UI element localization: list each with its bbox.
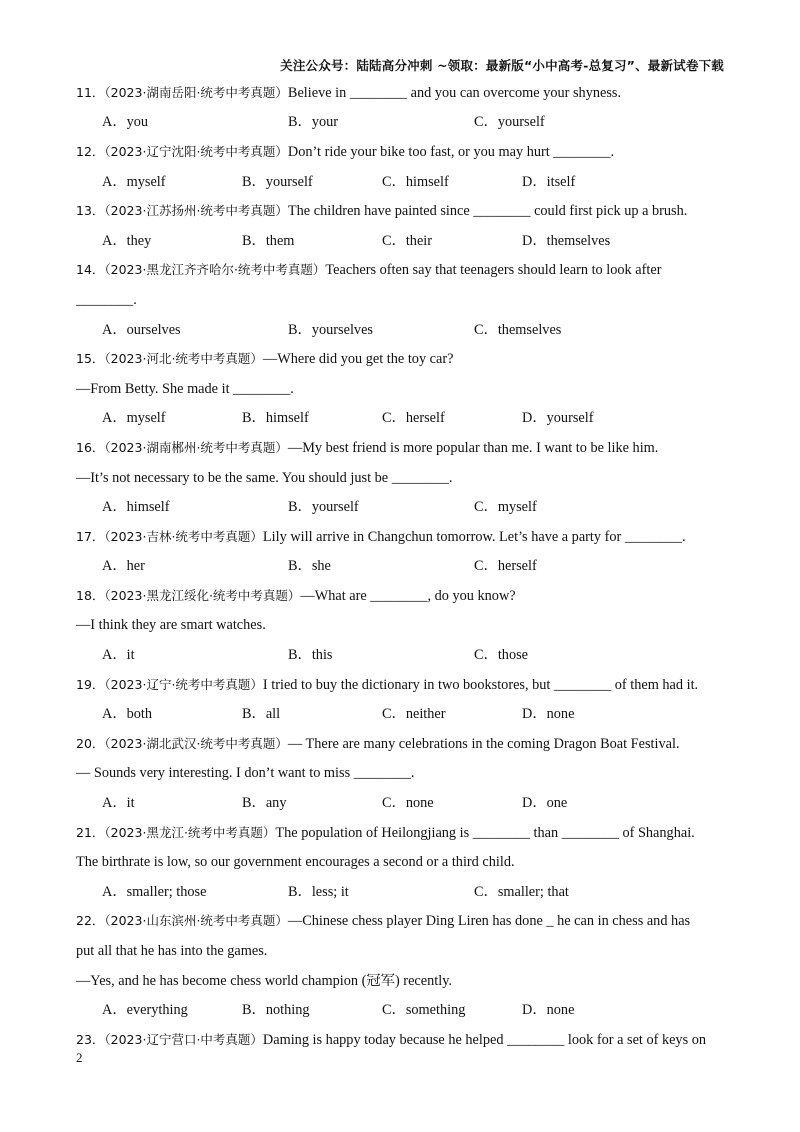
answer-options bbox=[76, 315, 726, 345]
question-source: 23．（2023·辽宁营口·中考真题） bbox=[76, 1031, 263, 1047]
answer-option[interactable]: B．nothing bbox=[242, 1002, 310, 1019]
question-source: 22．（2023·山东滨州·统考中考真题） bbox=[76, 913, 288, 929]
question-text: —Where did you get the toy car? bbox=[262, 351, 454, 368]
question-source: 15．（2023·河北·统考中考真题） bbox=[76, 351, 263, 367]
answer-option[interactable]: B．yourself bbox=[288, 499, 359, 516]
page-header: 关注公众号：陆陆高分冲刺 ~领取：最新版“小中高考-总复习”、最新试卷下载 bbox=[280, 58, 724, 73]
answer-option[interactable]: C．neither bbox=[382, 706, 446, 723]
answer-option[interactable]: B．your bbox=[288, 114, 339, 131]
answer-options bbox=[76, 226, 726, 256]
answer-option[interactable]: C．yourself bbox=[474, 114, 545, 131]
question-line bbox=[76, 936, 726, 966]
question bbox=[76, 1025, 726, 1055]
answer-option[interactable]: B．less; it bbox=[288, 883, 349, 900]
question bbox=[76, 137, 726, 196]
answer-option[interactable]: A．it bbox=[102, 647, 135, 664]
question-source: 14．（2023·黑龙江齐齐哈尔·统考中考真题） bbox=[76, 262, 326, 278]
answer-option[interactable]: A．ourselves bbox=[102, 321, 181, 338]
question-source: 17．（2023·吉林·统考中考真题） bbox=[76, 528, 263, 544]
answer-option[interactable]: B．himself bbox=[242, 410, 309, 427]
question-line bbox=[76, 847, 726, 877]
answer-option[interactable]: D．none bbox=[522, 1002, 575, 1019]
question-source: 18．（2023·黑龙江绥化·统考中考真题） bbox=[76, 587, 301, 603]
question bbox=[76, 256, 726, 345]
question bbox=[76, 729, 726, 818]
question-line bbox=[76, 344, 726, 374]
question-text: — Sounds very interesting. I don’t want to miss ________. bbox=[76, 765, 415, 782]
question bbox=[76, 581, 726, 670]
question-text: Daming is happy today because he helped ________ look for a set of keys on bbox=[262, 1031, 707, 1048]
answer-options bbox=[76, 404, 726, 434]
question-line bbox=[76, 611, 726, 641]
answer-option[interactable]: B．yourselves bbox=[288, 321, 373, 338]
question-line bbox=[76, 522, 726, 552]
question-text: —From Betty. She made it ________. bbox=[76, 380, 294, 397]
answer-option[interactable]: D．yourself bbox=[522, 410, 594, 427]
answer-option[interactable]: C．those bbox=[474, 647, 529, 664]
question-line bbox=[76, 670, 726, 700]
question bbox=[76, 907, 726, 1025]
answer-options bbox=[76, 167, 726, 197]
question-source: 20．（2023·湖北武汉·统考中考真题） bbox=[76, 735, 288, 751]
question-line bbox=[76, 78, 726, 108]
question bbox=[76, 196, 726, 255]
question-line bbox=[76, 907, 726, 937]
answer-option[interactable]: B．them bbox=[242, 232, 295, 249]
question-text: Teachers often say that teenagers should learn to look after bbox=[325, 262, 662, 279]
answer-option[interactable]: A．both bbox=[102, 706, 153, 723]
answer-option[interactable]: A．myself bbox=[102, 173, 166, 190]
question-line bbox=[76, 374, 726, 404]
answer-options bbox=[76, 640, 726, 670]
answer-option[interactable]: C．myself bbox=[474, 499, 537, 516]
question-text: —Chinese chess player Ding Liren has done _ he can in chess and has bbox=[287, 913, 691, 930]
answer-option[interactable]: C．herself bbox=[382, 410, 445, 427]
answer-options bbox=[76, 108, 726, 138]
answer-option[interactable]: D．themselves bbox=[522, 232, 611, 249]
question-source: 13．（2023·江苏扬州·统考中考真题） bbox=[76, 203, 288, 219]
answer-options bbox=[76, 788, 726, 818]
question-source: 12．（2023·辽宁沈阳·统考中考真题） bbox=[76, 143, 288, 159]
answer-option[interactable]: C．none bbox=[382, 795, 434, 812]
answer-option[interactable]: A．you bbox=[102, 114, 149, 131]
answer-option[interactable]: D．itself bbox=[522, 173, 576, 190]
answer-option[interactable]: C．smaller; that bbox=[474, 883, 569, 900]
question-text: I tried to buy the dictionary in two bookstores, but ________ of them had it. bbox=[262, 676, 699, 693]
question-text: The birthrate is low, so our government encourages a second or a third child. bbox=[76, 854, 515, 871]
question-list bbox=[76, 78, 726, 1055]
question bbox=[76, 78, 726, 137]
answer-options bbox=[76, 492, 726, 522]
question-line bbox=[76, 463, 726, 493]
question-line bbox=[76, 818, 726, 848]
question-line bbox=[76, 581, 726, 611]
answer-option[interactable]: B．this bbox=[288, 647, 333, 664]
question bbox=[76, 433, 726, 522]
answer-option[interactable]: A．smaller; those bbox=[102, 883, 207, 900]
answer-options bbox=[76, 995, 726, 1025]
answer-option[interactable]: A．it bbox=[102, 795, 135, 812]
answer-option[interactable]: A．her bbox=[102, 558, 145, 575]
question-line bbox=[76, 729, 726, 759]
question-text: —Yes, and he has become chess world champion (冠军) recently. bbox=[76, 972, 452, 989]
question-line bbox=[76, 759, 726, 789]
question-line bbox=[76, 256, 726, 286]
question-text: —What are ________, do you know? bbox=[300, 587, 516, 604]
question-line bbox=[76, 1025, 726, 1055]
answer-option[interactable]: B．all bbox=[242, 706, 281, 723]
question bbox=[76, 670, 726, 729]
question-text: —I think they are smart watches. bbox=[76, 617, 266, 634]
question-text: put all that he has into the games. bbox=[76, 943, 268, 960]
answer-option[interactable]: A．myself bbox=[102, 410, 166, 427]
question-text: Lily will arrive in Changchun tomorrow. Let’s have a party for ________. bbox=[262, 528, 686, 545]
question-line bbox=[76, 966, 726, 996]
page-number: 2 bbox=[76, 1050, 83, 1065]
question bbox=[76, 344, 726, 433]
question-line bbox=[76, 285, 726, 315]
answer-option[interactable]: C．themselves bbox=[474, 321, 562, 338]
answer-option[interactable]: C．herself bbox=[474, 558, 537, 575]
question-text: ________. bbox=[76, 291, 137, 308]
question-line bbox=[76, 196, 726, 226]
question-text: Don’t ride your bike too fast, or you may hurt ________. bbox=[287, 143, 615, 160]
question-text: — There are many celebrations in the coming Dragon Boat Festival. bbox=[287, 735, 680, 752]
answer-option[interactable]: B．yourself bbox=[242, 173, 313, 190]
question-source: 16．（2023·湖南郴州·统考中考真题） bbox=[76, 439, 288, 455]
answer-option[interactable]: A．everything bbox=[102, 1002, 188, 1019]
answer-options bbox=[76, 699, 726, 729]
question bbox=[76, 522, 726, 581]
question-text: The children have painted since ________ could first pick up a brush. bbox=[287, 203, 688, 220]
answer-option[interactable]: C．something bbox=[382, 1002, 466, 1019]
question-text: Believe in ________ and you can overcome your shyness. bbox=[287, 84, 622, 101]
answer-option[interactable]: D．none bbox=[522, 706, 575, 723]
question-text: —It’s not necessary to be the same. You should just be ________. bbox=[76, 469, 453, 486]
answer-option[interactable]: A．they bbox=[102, 232, 152, 249]
answer-option[interactable]: C．himself bbox=[382, 173, 449, 190]
question-text: —My best friend is more popular than me. I want to be like him. bbox=[287, 439, 659, 456]
question-source: 21．（2023·黑龙江·统考中考真题） bbox=[76, 824, 276, 840]
question-source: 19．（2023·辽宁·统考中考真题） bbox=[76, 676, 263, 692]
answer-options bbox=[76, 877, 726, 907]
answer-option[interactable]: A．himself bbox=[102, 499, 170, 516]
answer-options bbox=[76, 552, 726, 582]
question bbox=[76, 818, 726, 907]
answer-option[interactable]: D．one bbox=[522, 795, 568, 812]
answer-option[interactable]: C．their bbox=[382, 232, 433, 249]
question-line bbox=[76, 137, 726, 167]
answer-option[interactable]: B．any bbox=[242, 795, 287, 812]
question-text: The population of Heilongjiang is ________ than ________ of Shanghai. bbox=[275, 824, 695, 841]
question-source: 11．（2023·湖南岳阳·统考中考真题） bbox=[76, 84, 288, 100]
question-line bbox=[76, 433, 726, 463]
answer-option[interactable]: B．she bbox=[288, 558, 331, 575]
